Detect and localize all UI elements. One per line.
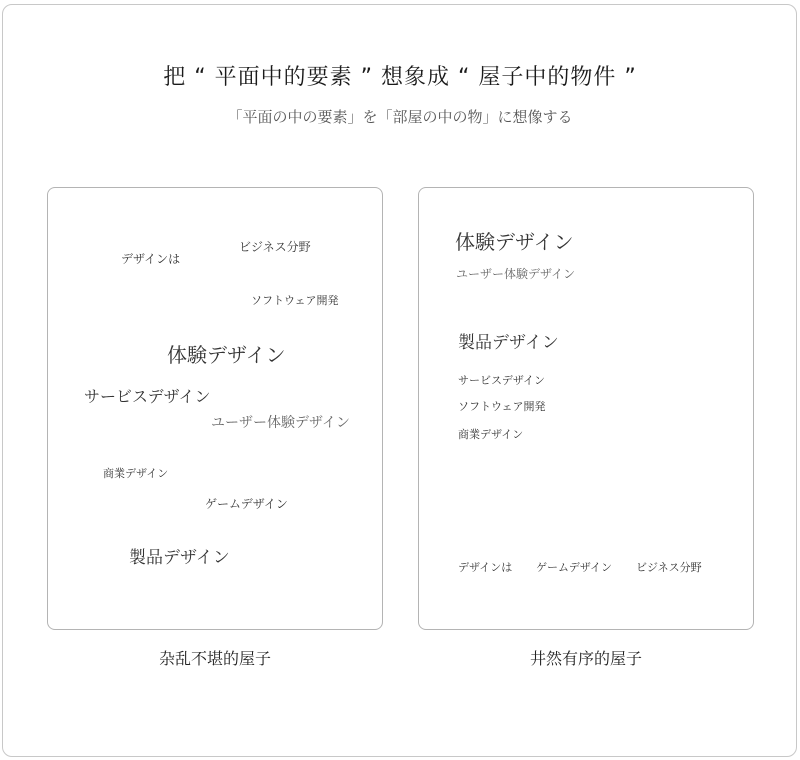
word-business: ビジネス分野 (239, 240, 311, 254)
word-ux: ユーザー体験デザイン (211, 415, 351, 431)
word-software: ソフトウェア開発 (458, 400, 546, 413)
page-subtitle: 「平面の中の要素」を「部屋の中の物」に想像する (227, 108, 573, 126)
word-business: ビジネス分野 (636, 561, 702, 574)
word-design-wa: デザインは (121, 252, 181, 266)
word-design-wa: デザインは (458, 561, 513, 574)
messy-room-panel (47, 187, 383, 630)
word-experience: 体験デザイン (167, 343, 286, 367)
word-product: 製品デザイン (129, 548, 230, 568)
word-experience: 体験デザイン (455, 230, 574, 254)
word-commercial: 商業デザイン (458, 428, 524, 441)
word-software: ソフトウェア開発 (251, 294, 339, 307)
tidy-room-panel (418, 187, 754, 630)
word-game: ゲームデザイン (205, 497, 288, 511)
word-service: サービスデザイン (458, 374, 546, 387)
word-game: ゲームデザイン (536, 561, 613, 574)
page-title: 把 “ 平面中的要素 ” 想象成 “ 屋子中的物件 ” (163, 65, 637, 90)
word-commercial: 商業デザイン (103, 467, 169, 480)
word-ux: ユーザー体験デザイン (456, 267, 576, 281)
word-service: サービスデザイン (84, 387, 211, 406)
tidy-room-caption: 井然有序的屋子 (529, 649, 642, 668)
messy-room-caption: 杂乱不堪的屋子 (158, 649, 271, 668)
word-product: 製品デザイン (458, 333, 559, 353)
